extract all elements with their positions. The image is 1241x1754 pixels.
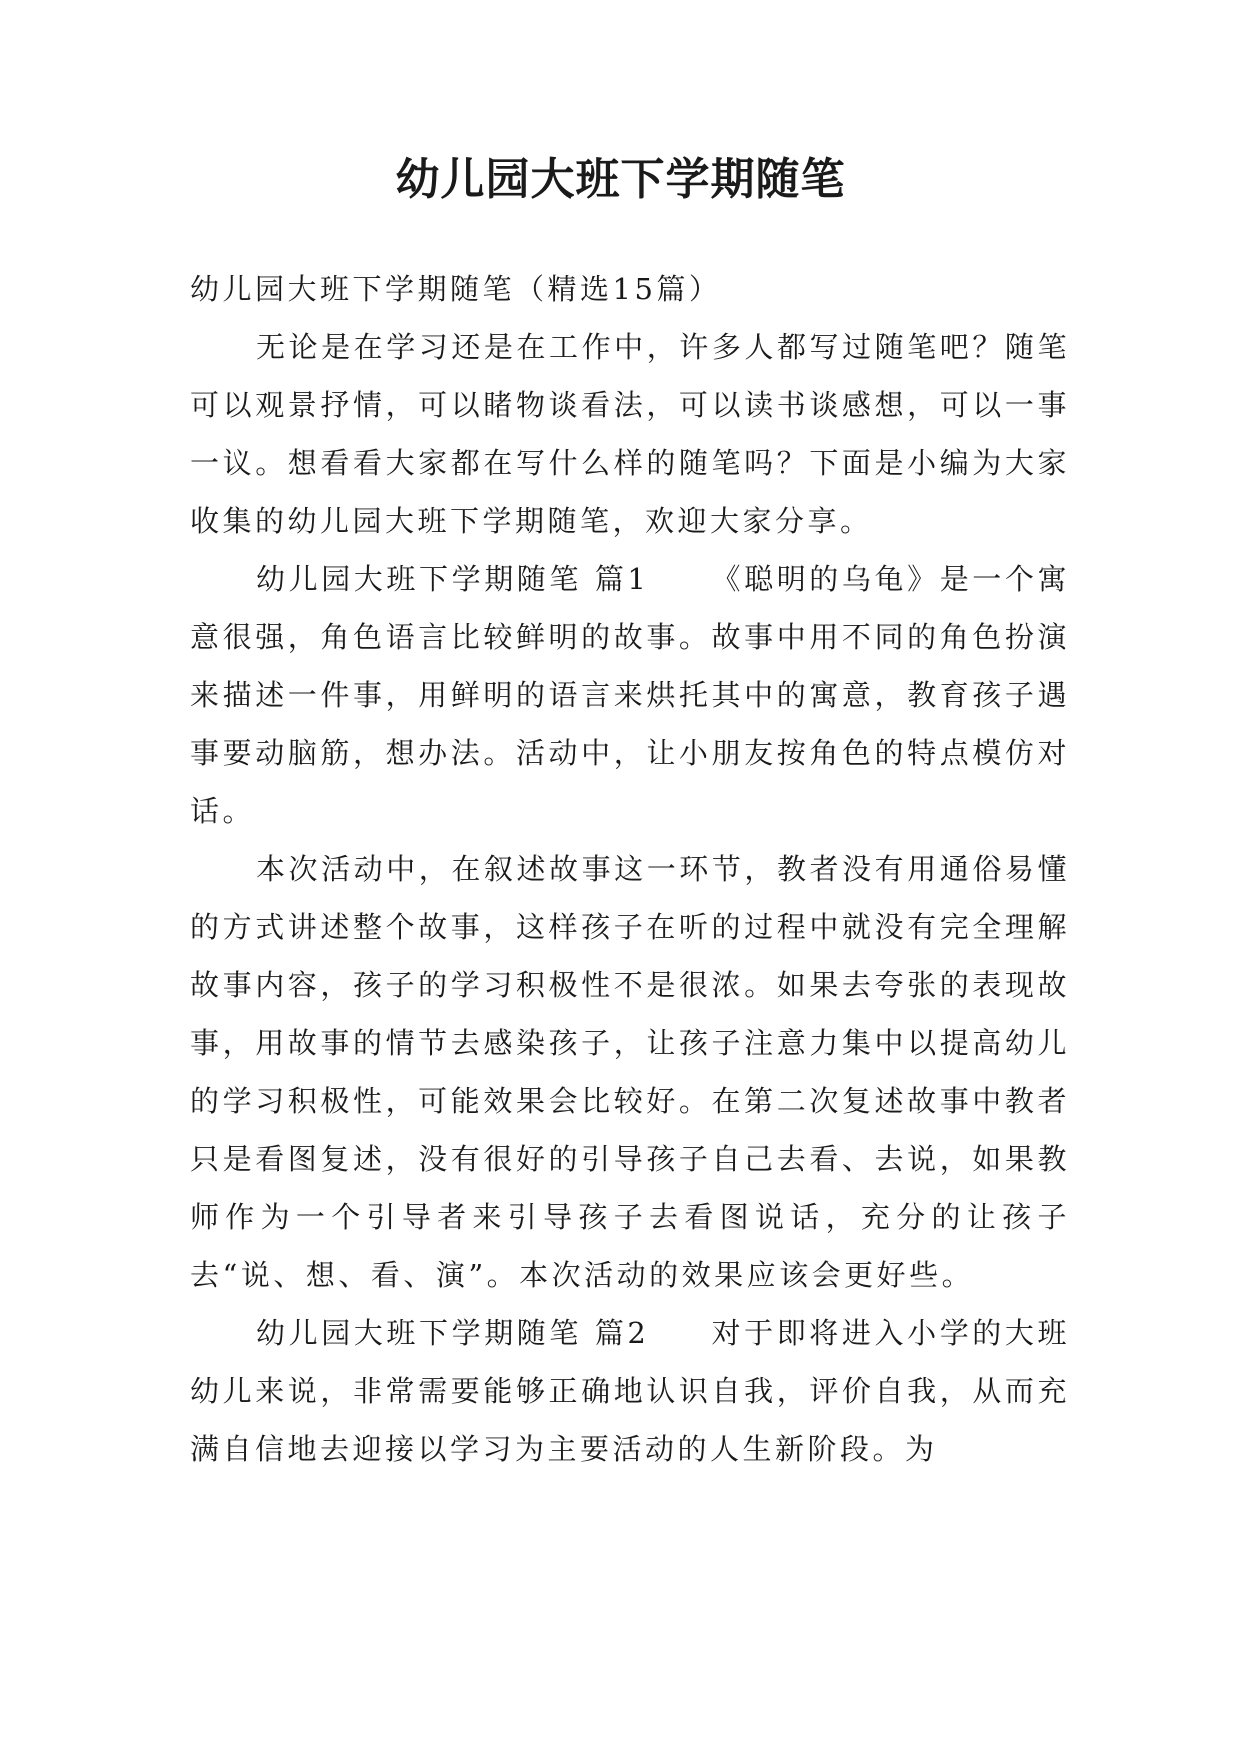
intro-paragraph: 无论是在学习还是在工作中，许多人都写过随笔吧？随笔可以观景抒情，可以睹物谈看法，可以读书谈感想，可以一事一议。想看看大家都在写什么样的随笔吗？下面是小编为大家收集的幼儿园大班下学期随笔，欢迎大家分享。 xyxy=(190,330,1070,538)
section-1-heading: 幼儿园大班下学期随笔 篇1 xyxy=(256,562,650,596)
document-title: 幼儿园大班下学期随笔 xyxy=(395,154,846,205)
document-subtitle: 幼儿园大班下学期随笔（精选15篇） xyxy=(190,272,722,306)
section-1-paragraph-1: 《聪明的乌龟》是一个寓意很强，角色语言比较鲜明的故事。故事中用不同的角色扮演来描述一件事，用鲜明的语言来烘托其中的寓意，教育孩子遇事要动脑筋，想办法。活动中，让小朋友按角色的特点模仿对话。 xyxy=(190,562,1070,828)
section-2-first-paragraph xyxy=(190,1304,1070,1478)
section-1-first-paragraph xyxy=(190,550,1070,840)
section-1-paragraph-2: 本次活动中，在叙述故事这一环节，教者没有用通俗易懂的方式讲述整个故事，这样孩子在听的过程中就没有完全理解故事内容，孩子的学习积极性不是很浓。如果去夸张的表现故事，用故事的情节去感染孩子，让孩子注意力集中以提高幼儿的学习积极性，可能效果会比较好。在第二次复述故事中教者只是看图复述，没有很好的引导孩子自己去看、去说，如果教师作为一个引导者来引导孩子去看图说话，充分的让孩子去“说、想、看、演”。本次活动的效果应该会更好些。 xyxy=(190,852,1070,1292)
section-2-paragraph-1: 对于即将进入小学的大班幼儿来说，非常需要能够正确地认识自我，评价自我，从而充满自信地去迎接以学习为主要活动的人生新阶段。为 xyxy=(190,1316,1070,1466)
document-body xyxy=(190,260,1070,1478)
section-2-heading: 幼儿园大班下学期随笔 篇2 xyxy=(256,1316,650,1350)
